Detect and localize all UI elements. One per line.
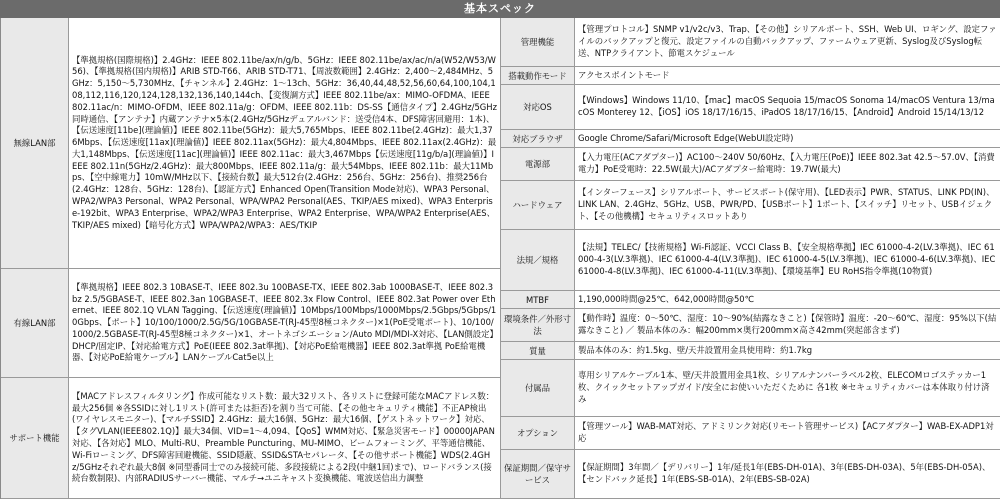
spec-row-support — [1, 378, 501, 499]
spec-value: 【入力電圧(ACアダプター)】AC100～240V 50/60Hz、【入力電圧(PoE)】IEEE 802.3at 42.5～57.0V、【消費電力】PoE受電時：22.5W(最大)/ACアダプター給電時：19.7W(最大) — [578, 152, 995, 174]
spec-value: 【法規】TELEC/【技術規格】Wi-Fi認証、VCCI Class B、【安全規格準拠】IEC 61000-4-2(LV.3準拠)、IEC 61000-4-3(LV.3準拠)、IEC 61000-4-4(LV.3準拠)、IEC 61000-4-5(LV.3準拠)、IEC 61000-4-6(LV.3準拠)、IEC 61000-4-8(LV.3準拠)、IEC 61000-4-11(LV.3準拠)、【環境基準】EU RoHS指令準拠(10物質) — [578, 242, 996, 276]
spec-label: 環境条件／外形寸法 — [501, 309, 575, 341]
spec-value: 【準拠規格】IEEE 802.3 10BASE-T、IEEE 802.3u 100BASE-TX、IEEE 802.3ab 1000BASE-T、IEEE 802.3bz 2.5/5GBASE-T、IEEE 802.3an 10GBASE-T、IEEE 802.3x Flow Control、IEEE 802.3at Power over Ethernet、IEEE 802.1Q VLAN Tagging、【伝送速度(理論値)】10Mbps/100Mbps/1000Mbps/2.5Gbps/5Gbps/10Gbps、【ポート】10/100/1000/2.5G/5G/10GBASE-T(RJ-45型8極コネクター)×1(PoE受電ポート)、10/100/1000/2.5GBASE-T(RJ-45型8極コネクター)×1、オートネゴシエーション/Auto MDI/MDI-X対応、【LAN側設定】DHCP/固定IP、【対応給電方式】PoE(IEEE 802.3at準拠)、【対応PoE給電機器】IEEE 802.3at準拠 PoE給電機器、【対応PoE給電ケーブル】LANケーブルCat5e以上 — [72, 281, 497, 363]
page-title: 基本スペック — [0, 0, 1000, 18]
spec-value: 【準拠規格(国際規格)】2.4GHz：IEEE 802.11be/ax/n/g/b、5GHz：IEEE 802.11be/ax/ac/n/a(W52/W53/W56)、【準拠規格(国内規格)】ARIB STD-T66、ARIB STD-T71、【周波数範囲】2.4GHz：2,400～2,484MHz、5GHz：5,150～5,730MHz、【チャンネル】2.4GHz：1～13ch、5GHz：36,40,44,48,52,56,60,64,100,104,108,112,116,120,124,128,132,136,140,144ch、【変復調方式】IEEE 802.11be/ax：MIMO-OFDMA、IEEE 802.11ac/n：MIMO-OFDM、IEEE 802.11a/g：OFDM、IEEE 802.11b：DS-SS【通信タイプ】2.4GHz/5GHz同時通信、【アンテナ】内蔵アンテナ×5本(2.4GHz/5GHzデュアルバンド：送受信4本、DFS障害回避用：1本)、【伝送速度[11be](理論値)】IEEE 802.11be(5GHz)：最大5,765Mbps、IEEE 802.11be(2.4GHz)：最大1,376Mbps、【伝送速度[11ax](理論値)】IEEE 802.11ax(5GHz)：最大4,804Mbps、IEEE 802.11ax(2.4GHz)：最大1,148Mbps、【伝送速度[11ac](理論値)】IEEE 802.11ac：最大3,467Mbps【伝送速度[11g/b/a](理論値)】IEEE 802.11n(5GHz/2.4GHz)：最大800Mbps、IEEE 802.11a/g：最大54Mbps、IEEE 802.11b：最大11Mbps、【空中線電力】10mW/MHz以下、【接続台数】最大512台(2.4GHz：256台、5GHz：256台)、推奨256台(2.4GHz：128台、5GHz：128台)、【認証方式】Enhanced Open(Transition Mode対応)、WPA3 Personal、WPA2/WPA3 Personal、WPA2 Personal、WPA/WPA2 Personal(AES、TKIP/AES mixed)、WPA3 Enterprise-192bit、WPA3 Enterprise、WPA2/WPA3 Enterprise、WPA2 Enterprise、WPA/WPA2 Enterprise(AES、TKIP/AES mixed)【暗号化方式】WPA/WPA2/WPA3：AES/TKIP — [72, 54, 497, 230]
spec-label: 質量 — [501, 342, 575, 359]
spec-label: 法規／規格 — [501, 230, 575, 290]
spec-label: 電源部 — [501, 148, 575, 180]
spec-value: 【保証期間】3年間／【デリバリー】1年/延長1年(EBS-DH-01A)、3年(EBS-DH-03A)、5年(EBS-DH-05A)、【センドバック延長】1年(EBS-SB-01A)、2年(EBS-SB-02A) — [578, 462, 991, 484]
spec-value: 【インターフェース】シリアルポート、サービスポート(保守用)、【LED表示】PWR、STATUS、LINK PD(IN)、LINK LAN、2.4GHz、5GHz、USB、PWR/PD、【USBポート】1ポート、【スイッチ】リセット、USBイジェクト、【その他機構】セキュリティスロットあり — [578, 187, 995, 221]
spec-label: MTBF — [501, 291, 575, 308]
spec-row-browser — [501, 130, 1000, 148]
spec-row-power — [501, 148, 1000, 181]
spec-label: オプション — [501, 417, 575, 449]
spec-label: 保証期間／保守サービス — [501, 450, 575, 498]
spec-column-left — [1, 18, 501, 499]
spec-value: 【管理ツール】WAB-MAT対応、アドミリンク対応(リモート管理サービス)【ACアダプター】WAB-EX-ADP1対応 — [578, 421, 994, 443]
spec-row-mode — [501, 67, 1000, 85]
spec-row-mtbf — [501, 291, 1000, 309]
spec-row-environment — [501, 309, 1000, 342]
spec-value: 【Windows】Windows 11/10、【mac】macOS Sequoia 15/macOS Sonoma 14/macOS Ventura 13/macOS Monterey 12、【iOS】iOS 18/17/16/15、iPadOS 18/17/16/15、【Android】Android 15/14/13/12 — [578, 95, 995, 117]
spec-row-weight — [501, 342, 1000, 360]
spec-value: 1,190,000時間@25℃、642,000時間@50℃ — [578, 293, 755, 304]
spec-row-regulations — [501, 230, 1000, 291]
spec-label: ハードウェア — [501, 181, 575, 229]
spec-row-wireless — [1, 18, 501, 269]
spec-row-management — [501, 18, 1000, 67]
spec-label: 管理機能 — [501, 18, 575, 66]
spec-value: アクセスポイントモード — [578, 69, 670, 80]
spec-label: 付属品 — [501, 360, 575, 416]
spec-value: Google Chrome/Safari/Microsoft Edge(WebUI設定時) — [578, 132, 794, 143]
spec-label: 無線LAN部 — [1, 18, 69, 268]
spec-label: 対応OS — [501, 85, 575, 129]
spec-value: 製品本体のみ：約1.5kg、壁/天井設置用金具使用時：約1.7kg — [578, 344, 813, 355]
spec-value: 【動作時】温度：0～50℃、湿度：10～90%(結露なきこと)【保管時】温度：-20～60℃、湿度：95%以下(結露なきこと) ／ 製品本体のみ：幅200mm×奥行200mm×高さ42mm(突起部含まず) — [578, 313, 997, 335]
spec-row-accessories — [501, 360, 1000, 417]
spec-row-options — [501, 417, 1000, 450]
spec-label: 対応ブラウザ — [501, 130, 575, 147]
spec-row-wired — [1, 269, 501, 378]
spec-label: 搭載動作モード — [501, 67, 575, 84]
spec-row-warranty — [501, 450, 1000, 499]
spec-label: サポート機能 — [1, 378, 69, 498]
spec-value: 【管理プロトコル】SNMP v1/v2c/v3、Trap、【その他】シリアルポート、SSH、Web UI、ロギング、設定ファイルのバックアップと復元、設定ファイルの自動バックアップ、ファームウェア更新、Syslog及びSyslog転送、NTPクライアント、節電スケジュール — [578, 24, 997, 58]
spec-row-hardware — [501, 181, 1000, 230]
spec-label: 有線LAN部 — [1, 269, 69, 377]
spec-value: 【MACアドレスフィルタリング】作成可能なリスト数：最大32リスト、各リストに登録可能なMACアドレス数：最大256個 ※各SSIDに対し1リスト(許可または拒否)を割り当て可能、【その他セキュリティ機能】不正AP検出(ワイヤレスモニター)、【マルチSSID】2.4GHz：最大16個、5GHz：最大16個、【ゲストネットワーク】対応、【タグVLAN(IEEE802.1Q)】最大34個、VID=1～4,094、【QoS】WMM対応、【緊急災害モード】00000JAPAN対応、【各対応】MLO、Multi-RU、Preamble Puncturing、MU-MIMO、ビームフォーミング、平等通信機能、Wi-Fiローミング、DFS障害回避機能、SSID隠蔽、SSID&STAセパレータ、【その他サポート機能】WDS(2.4GHz/5GHzそれぞれ最大8個 ※同型番同士でのみ接続可能、多段接続による2段(中継1回)まで)、ロードバランス(接続台数制限)、内部RADIUSサーバー機能、マルチ→ユニキャスト変換機能、電波送信出力調整 — [72, 390, 495, 484]
spec-row-os — [501, 85, 1000, 130]
spec-table — [0, 18, 1000, 499]
spec-value: 専用シリアルケーブル1本、壁/天井設置用金具1枚、シリアルナンバーラベル2枚、ELECOMロゴステッカー1枚、クイックセットアップガイド/安全にお使いいただくために 各1枚 ※セキュリティカバーは本体取り付け済み — [578, 370, 990, 404]
spec-column-right — [501, 18, 1000, 499]
